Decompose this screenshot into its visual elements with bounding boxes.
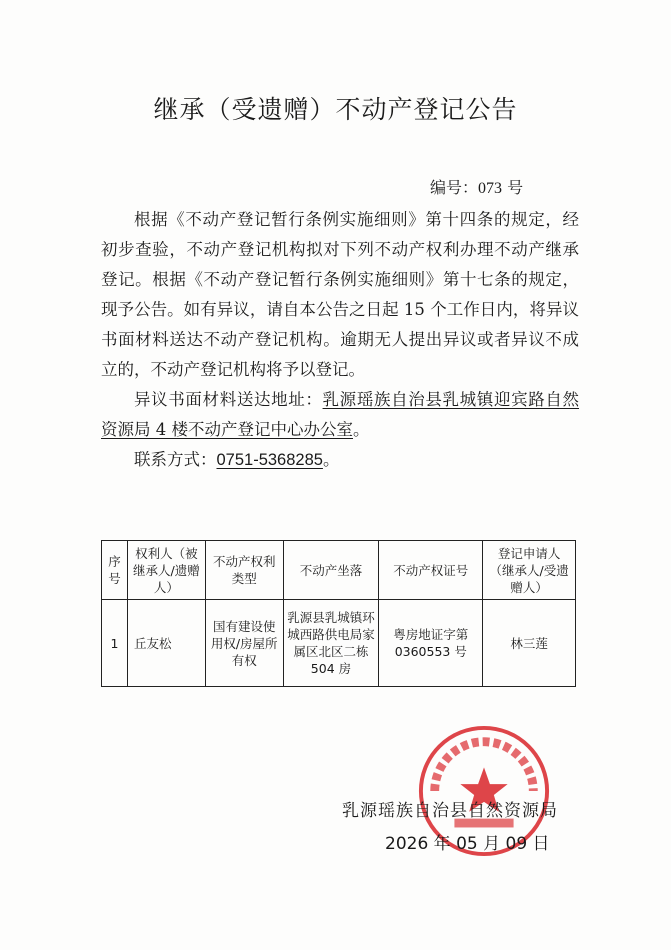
cell-right-type: 国有建设使用权/房屋所有权 bbox=[205, 600, 283, 687]
contact-end: 。 bbox=[322, 450, 340, 469]
cell-location: 乳源县乳城镇环城西路供电局家属区北区二栋 504 房 bbox=[283, 600, 379, 687]
table-row bbox=[102, 600, 576, 687]
paragraph-legal-basis: 根据《不动产登记暂行条例实施细则》第十四条的规定，经初步查验，不动产登记机构拟对下列不动产权利办理不动产继承登记。根据《不动产登记暂行条例实施细则》第十七条的规定，现予公告。如有异议，请自本公告之日起 15 个工作日内，将异议书面材料送达不动产登记机构。逾期无人提出异议或者异议不成立的，不动产登记机构将予以登记。 bbox=[101, 210, 579, 379]
header-right-type: 不动产权利类型 bbox=[205, 541, 283, 600]
document-number bbox=[430, 175, 523, 198]
doc-no-label: 编号： bbox=[430, 178, 479, 197]
address-value: 乳源瑶族自治县乳城镇迎宾路自然资源局 4 楼不动产登记中心办公室 bbox=[101, 390, 580, 439]
contact-label: 联系方式： bbox=[134, 450, 217, 469]
cell-applicant: 林三莲 bbox=[483, 600, 576, 687]
address-label: 异议书面材料送达地址： bbox=[134, 390, 323, 409]
doc-no-suffix: 号 bbox=[502, 178, 524, 197]
header-location: 不动产坐落 bbox=[283, 541, 379, 600]
doc-no-value: 073 bbox=[478, 180, 503, 197]
header-applicant: 登记申请人（继承人/受遗赠人） bbox=[483, 541, 576, 600]
cell-index: 1 bbox=[102, 600, 128, 687]
contact-phone: 0751-5368285 bbox=[216, 451, 323, 469]
page-title: 继承（受遗赠）不动产登记公告 bbox=[153, 95, 518, 124]
paragraph-contact bbox=[101, 445, 579, 475]
issuing-organization: 乳源瑶族自治县自然资源局 bbox=[342, 801, 558, 821]
header-right-holder: 权利人（被继承人/遗赠人） bbox=[127, 541, 205, 600]
cell-certificate-no: 粤房地证字第 0360553 号 bbox=[379, 600, 483, 687]
address-end: 。 bbox=[353, 420, 370, 439]
header-index: 序号 bbox=[102, 541, 128, 600]
table-header-row bbox=[102, 541, 576, 600]
header-certificate-no: 不动产权证号 bbox=[379, 541, 483, 600]
paragraph-objection-address bbox=[101, 385, 579, 445]
notice-body bbox=[101, 205, 579, 475]
registration-table bbox=[101, 540, 576, 687]
cell-right-holder: 丘友松 bbox=[127, 600, 205, 687]
issue-date: 2026 年 05 月 09 日 bbox=[385, 834, 550, 854]
